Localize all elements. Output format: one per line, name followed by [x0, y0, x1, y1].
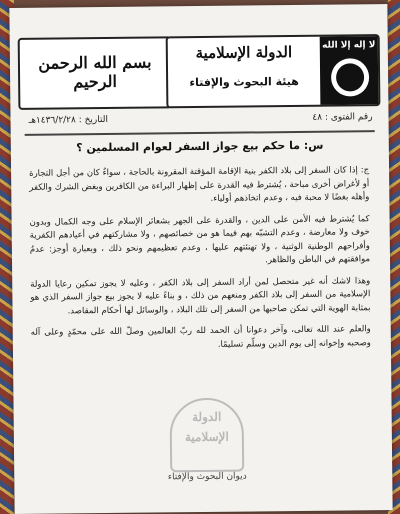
stamp-line-1: الدولة	[191, 409, 222, 425]
seal-icon	[331, 58, 369, 96]
basmala-box	[18, 36, 173, 110]
state-box	[166, 34, 381, 108]
black-band	[320, 36, 379, 105]
basmala: بسم الله الرحمن الرحيم	[38, 52, 152, 92]
letterhead	[18, 34, 381, 108]
stamp-caption: ديوان البحوث والإفتاء	[167, 471, 247, 483]
paragraph: وهذا لاشك أنه غير متحصل لمن أراد السفر إلى بلاد الكفر ، وعليه لا يجوز تمكين رعايا الدولة الإسلامية من السفر إلى بلاد الكفر ومنعهم من ذلك ، و بناءً عليه لا يجوز بيع جواز السفر الذي هو بمثابة الهوية التي تمكن صاحبها من السفر إلى تلك البلاد ، والوسائل لها أحكام المقاصد.	[30, 275, 371, 316]
question-heading: س: ما حكم بيع جواز السفر لعوام المسلمين ؟	[76, 138, 324, 155]
answer-body	[29, 164, 371, 362]
department-name: هيئة البحوث والإفتاء	[189, 74, 299, 90]
stamp-line-2: الإسلامية	[184, 429, 229, 445]
paragraph: والعلم عند الله تعالى، وآخر دعوانا أن الحمد لله ربّ العالمين وصلّ الله على محمّدٍ وعلى آله وصحبه وإخوانه إلى يوم الدين وسلّم تسليمًا.	[30, 324, 371, 350]
state-name: الدولة الإسلامية	[195, 43, 293, 63]
fatwa-date: التاريخ : ١٤٣٦/٢/٢٨هـ	[28, 114, 109, 126]
paragraph: ج: إذا كان السفر إلى بلاد الكفر بنية الإقامة المؤقتة المقرونة بالحاجة ، سواءٌ كان من أجل التجارة أو لأغراض أخرى مباحة ، يُشترط فيه القدرة على إظهار البراءة من الكافرين وبغض الشرك والكفر وأهله بغضًا لا محبة فيه ، وعدم اتخاذهم أولياء.	[29, 165, 370, 204]
paragraph: كما يُشترط فيه الأمن على الدين ، والقدرة على الجهر بشعائر الإسلام على وجه الكمال وبدون خوف ولا معارضة ، وعدم التشبّه بهم فيما هو من خصائصهم ، ولا مشاركتهم في أعيادهم الكفرية وأفراحهم الوطنية الوثنية ، ولا تهنئتهم عليها ، وعدم تعظيمهم ونحو ذلك ، وبعبارة أوجز: عدمُ موافقتهم في الباطن والظاهر.	[29, 213, 371, 266]
fatwa-number: رقم الفتوى : ٤٨	[312, 112, 373, 123]
meta-row	[28, 112, 372, 132]
band-text: لا إله إلا الله	[322, 40, 376, 51]
document-page	[9, 4, 392, 514]
official-stamp	[169, 398, 244, 473]
